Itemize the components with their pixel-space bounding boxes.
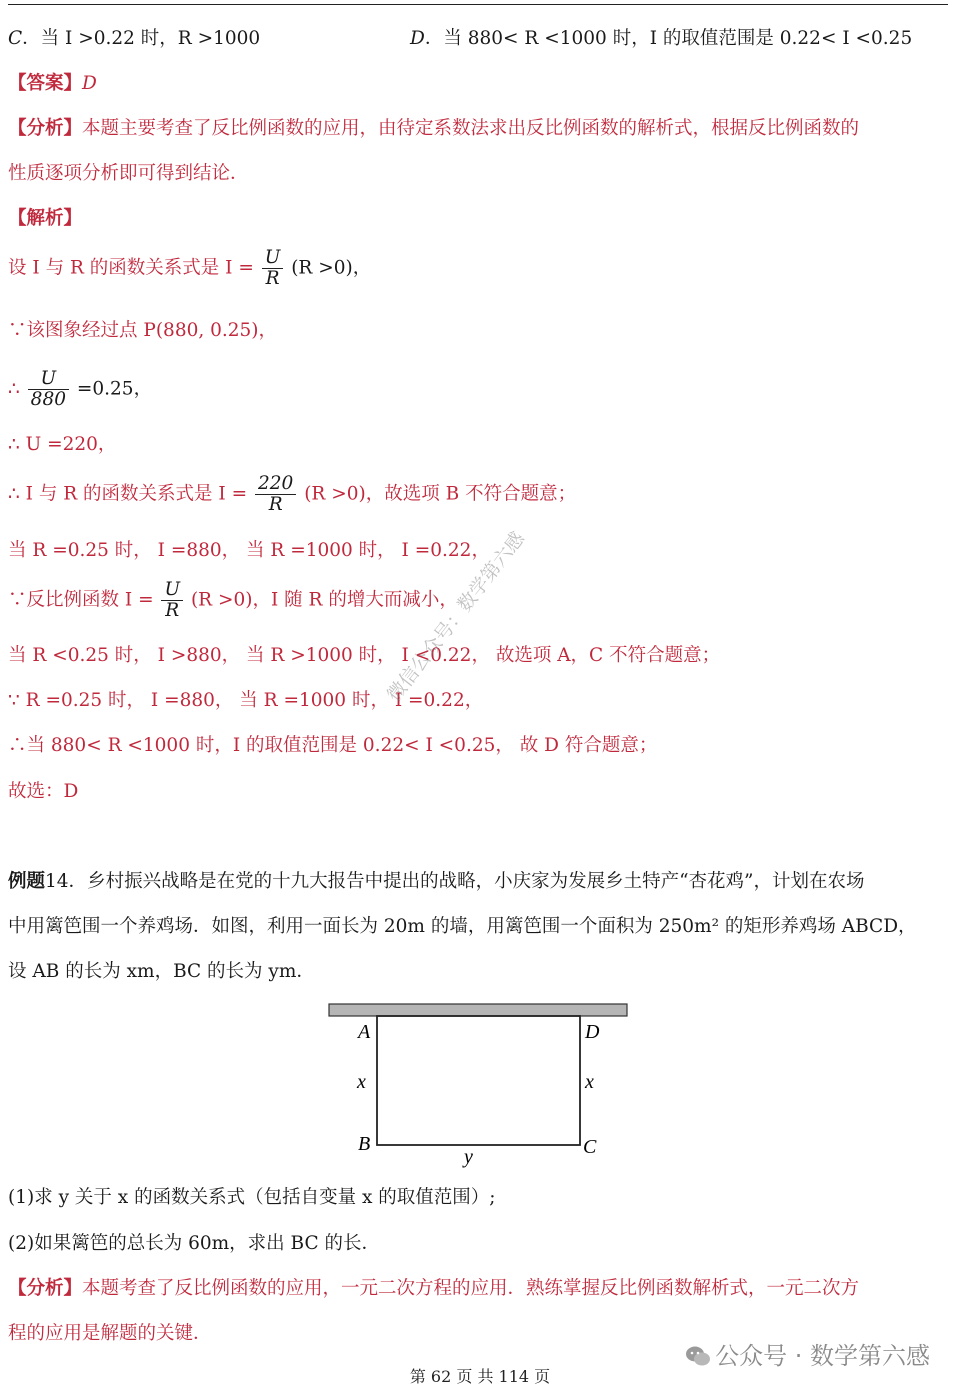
label-left-x: x: [357, 1071, 366, 1093]
label-right-x: x: [585, 1071, 594, 1093]
analysis-line-1: 【分析】本题主要考查了反比例函数的应用，由待定系数法求出反比例函数的解析式，根据反比例函数的: [8, 118, 860, 139]
step-9: ∵ R =0.25 时， I =880， 当 R =1000 时， I =0.22，: [8, 690, 484, 711]
analysis2-line-1: 【分析】本题考查了反比例函数的应用，一元二次方程的应用．熟练掌握反比例函数解析式，一元二次方: [8, 1278, 860, 1299]
step-7: ∵反比例函数 I = $\frac{U}{R}$ (R >0)，I 随 R 的增大而减小，: [8, 579, 458, 621]
option-d: D．当 880< R <1000 时，I 的取值范围是 0.22< I <0.25: [410, 28, 913, 49]
label-bottom-y: y: [464, 1146, 473, 1168]
fraction-220-over-r: $\frac{220}{R}$: [255, 474, 296, 515]
step-11: 故选：D: [8, 781, 79, 802]
step-4: ∴ U =220，: [8, 434, 117, 455]
analysis2-line-2: 程的应用是解题的关键．: [8, 1323, 212, 1344]
example-line-3: 设 AB 的长为 xm，BC 的长为 ym．: [8, 961, 315, 982]
page-footer: 第 62 页 共 114 页: [409, 1367, 551, 1386]
label-b: B: [358, 1133, 371, 1155]
label-a: A: [358, 1021, 371, 1043]
step-10: ∴当 880< R <1000 时，I 的取值范围是 0.22< I <0.25， 故 D 符合题意；: [8, 735, 658, 756]
watermark-text: 微信公众号：数学第六感: [383, 527, 530, 707]
question-1: (1)求 y 关于 x 的函数关系式（包括自变量 x 的取值范围）;: [8, 1187, 496, 1208]
label-c: C: [583, 1136, 597, 1158]
wechat-badge: 公众号 · 数学第六感: [685, 1336, 930, 1371]
example-line-1: 例题14．乡村振兴战略是在党的十九大报告中提出的战略，小庆家为发展乡土特产“杏花鸡”，计划在农场: [8, 871, 865, 892]
step-6: 当 R =0.25 时， I =880， 当 R =1000 时， I =0.22，: [8, 540, 490, 561]
top-rule: [8, 4, 948, 5]
step-5: ∴ I 与 R 的函数关系式是 I = $\frac{220}{R}$ (R >0)，故选项 B 不符合题意；: [8, 473, 577, 515]
rectangle-figure: [320, 996, 640, 1172]
fraction-u-over-r-2: $\frac{U}{R}$: [161, 580, 183, 621]
wall: [329, 1004, 627, 1016]
step-3: ∴ $\frac{U}{880}$ =0.25，: [8, 368, 153, 410]
step-2: ∵该图象经过点 P(880, 0.25)，: [8, 320, 278, 341]
fraction-u-over-880: $\frac{U}{880}$: [28, 369, 69, 410]
example-line-2: 中用篱笆围一个养鸡场．如图，利用一面长为 20m 的墙，用篱笆围一个面积为 250m² 的矩形养鸡场 ABCD，: [8, 916, 917, 937]
option-c: C．当 I >0.22 时，R >1000: [8, 28, 261, 49]
step-1: 设 I 与 R 的函数关系式是 I = $\frac{U}{R}$ (R >0)，: [8, 247, 372, 289]
solution-tag: 【解析】: [8, 208, 83, 229]
analysis-line-2: 性质逐项分析即可得到结论．: [8, 163, 249, 184]
question-2: (2)如果篱笆的总长为 60m，求出 BC 的长．: [8, 1233, 381, 1254]
answer-line: 【答案】D: [8, 73, 97, 94]
fence-rectangle: [377, 1016, 580, 1145]
fraction-u-over-r: $\frac{U}{R}$: [262, 248, 284, 289]
label-d: D: [585, 1021, 600, 1043]
step-8: 当 R <0.25 时， I >880， 当 R >1000 时， I <0.22， 故选项 A，C 不符合题意；: [8, 645, 721, 666]
